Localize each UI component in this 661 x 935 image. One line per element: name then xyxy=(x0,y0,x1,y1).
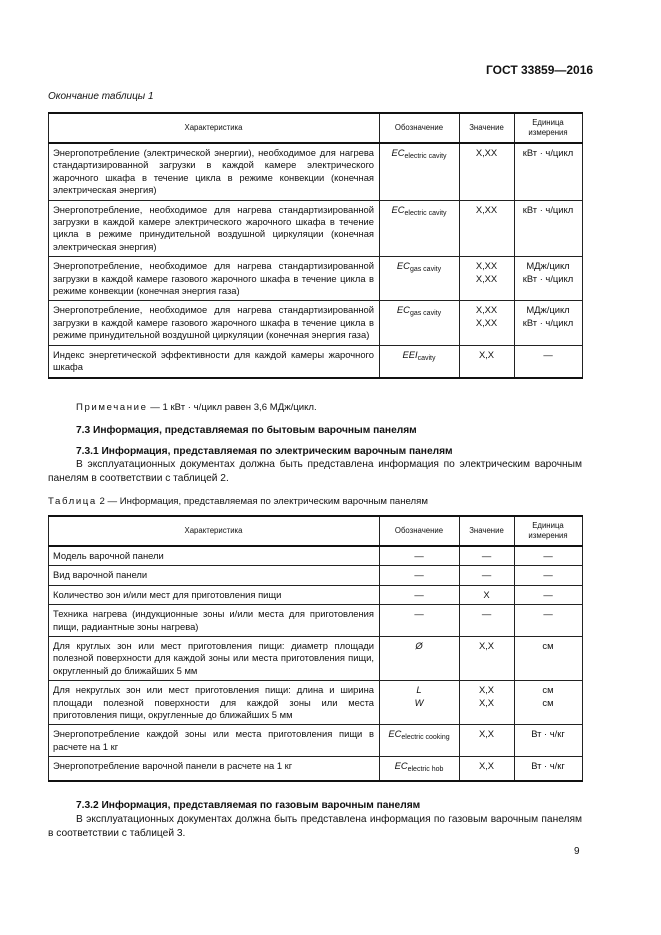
table-2 xyxy=(48,515,583,782)
col-header: Обозначение xyxy=(380,516,460,546)
table-caption: Таблица 2 — Информация, представляемая по электрическим варочным панелям xyxy=(48,496,428,507)
col-header: Характеристика xyxy=(49,516,380,546)
table-row: Модель варочной панели — — — xyxy=(49,546,583,566)
table-row: Энергопотребление каждой зоны или места приготовления пищи в расчете на 1 кг $EC_{electric cooking}$ X,X Вт · ч/кг xyxy=(49,725,583,757)
table-row: Для круглых зон или мест приготовления пищи: диаметр площади полезной поверхности для каждой зоны или места приготовления пищи, округленный до ближайших 5 мм Ø X,X см xyxy=(49,637,583,681)
subsection-heading: 7.3.1 Информация, представляемая по электрическим варочным панелям xyxy=(76,446,453,457)
table-row: Энергопотребление (электрической энергии), необходимое для нагрева стандартизированной загрузки в каждой камере электрического жарочного шкафа в течение цикла в режиме конвекции (конечная электрическая энергия) $EC_{electric cavity}$ X,XX кВт · ч/цикл xyxy=(49,143,583,200)
table-row: Энергопотребление, необходимое для нагрева стандартизированной загрузки в каждой камере газового жарочного шкафа в течение цикла в режиме принудительной воздушной циркуляции (конечная энергия газа) $EC_{gas cavity}$ X,XX X,XX МДж/цикл кВт · ч/цикл xyxy=(49,301,583,345)
col-header: Значение xyxy=(460,516,515,546)
col-header: Единица измерения xyxy=(515,516,583,546)
col-header: Обозначение xyxy=(380,113,460,143)
col-header: Значение xyxy=(460,113,515,143)
table-continuation-label: Окончание таблицы 1 xyxy=(48,91,154,102)
table-1 xyxy=(48,112,583,379)
section-heading: 7.3 Информация, представляемая по бытовым варочным панелям xyxy=(76,425,417,436)
table-row: Количество зон и/или мест для приготовления пищи — X — xyxy=(49,585,583,604)
table-row: Техника нагрева (индукционные зоны и/или места для приготовления пищи, радиантные зоны нагрева) — — — xyxy=(49,605,583,637)
page-number: 9 xyxy=(574,846,580,857)
subsection-heading: 7.3.2 Информация, представляемая по газовым варочным панелям xyxy=(76,800,421,811)
table-row: Энергопотребление варочной панели в расчете на 1 кг $EC_{electric hob}$ X,X Вт · ч/кг xyxy=(49,757,583,781)
paragraph: В эксплуатационных документах должна быть представлена информация по газовым варочным панелям в соответствии с таблицей 3. xyxy=(48,814,582,839)
col-header: Единица измерения xyxy=(515,113,583,143)
col-header: Характеристика xyxy=(49,113,380,143)
table-row: Энергопотребление, необходимое для нагрева стандартизированной загрузки в каждой камере газового жарочного шкафа в течение цикла в режиме конвекции (конечная энергия газа) $EC_{gas cavity}$ X,XX X,XX МДж/цикл кВт · ч/цикл xyxy=(49,257,583,301)
standard-number: ГОСТ 33859—2016 xyxy=(486,63,594,77)
table-row: Энергопотребление, необходимое для нагрева стандартизированной загрузки в каждой камере электрического жарочного шкафа в течение цикла в режиме принудительной воздушной циркуляции (конечная электрическая энергия) $EC_{electric cavity}$ X,XX кВт · ч/цикл xyxy=(49,200,583,257)
table-row: Индекс энергетической эффективности для каждой камеры жарочного шкафа $EEI_{cavity}$ X,X — xyxy=(49,345,583,377)
paragraph: В эксплуатационных документах должна быть представлена информация по электрическим варочным панелям в соответствии с таблицей 2. xyxy=(48,459,582,484)
table-note: Примечание — 1 кВт · ч/цикл равен 3,6 МДж/цикл. xyxy=(76,402,317,413)
table-row: Для некруглых зон или мест приготовления пищи: длина и ширина площади полезной поверхности для каждой зоны или места приготовления пищи, округленные до ближайших 5 мм L W X,X X,X см см xyxy=(49,681,583,725)
table-row: Вид варочной панели — — — xyxy=(49,566,583,585)
